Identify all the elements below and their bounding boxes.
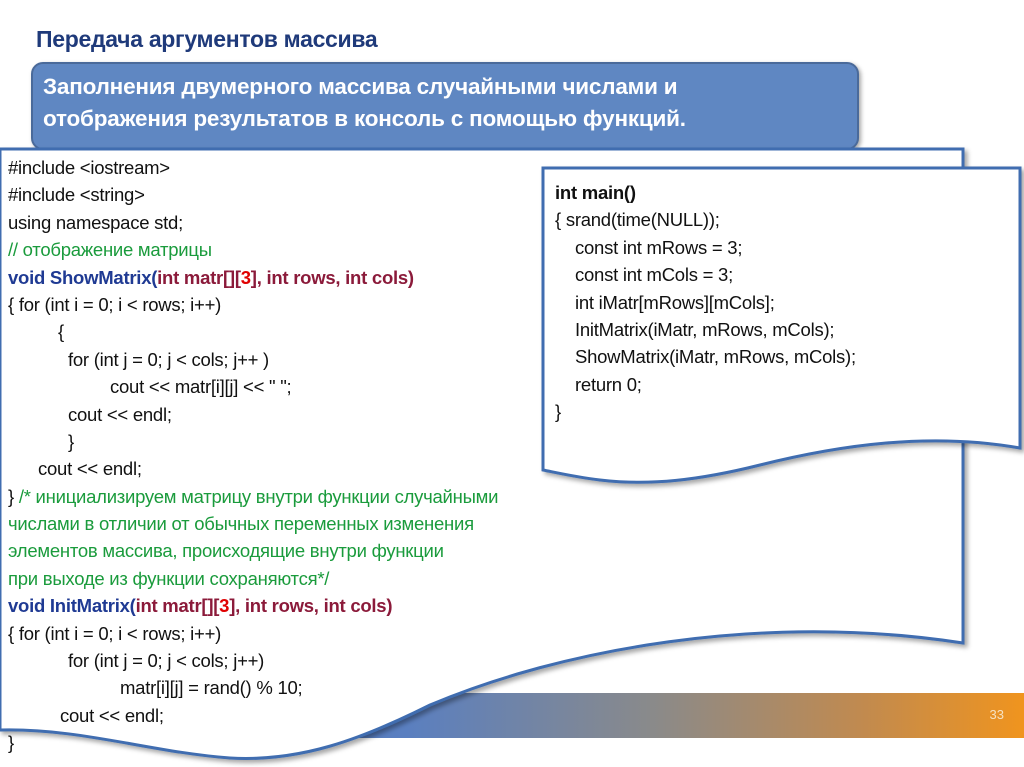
code-listing-main xyxy=(555,179,856,426)
code-token: } xyxy=(555,401,561,423)
code-line xyxy=(8,236,498,263)
code-token: { for (int i = 0; i < rows; i++) xyxy=(8,622,222,644)
code-token: /* инициализируем матрицу внутри функции случайными xyxy=(18,485,499,507)
code-token: int matr[][ xyxy=(135,595,220,617)
code-line xyxy=(8,264,498,291)
code-line xyxy=(8,483,498,510)
code-token: при выходе из функции сохраняются*/ xyxy=(8,567,330,589)
code-token: ], int rows, int cols) xyxy=(229,595,393,617)
banner-line-1: Заполнения двумерного массива случайными числами и xyxy=(43,74,678,99)
code-line xyxy=(8,346,498,373)
code-listing-functions xyxy=(8,154,498,757)
code-line xyxy=(8,181,498,208)
code-token: // отображение матрицы xyxy=(8,239,212,261)
code-line xyxy=(8,592,498,619)
code-token: } xyxy=(8,732,14,754)
code-line xyxy=(8,373,498,400)
code-line xyxy=(555,316,856,343)
code-token: int iMatr[mRows][mCols]; xyxy=(575,291,775,313)
code-line xyxy=(8,702,498,729)
code-line xyxy=(8,647,498,674)
code-line xyxy=(8,565,498,592)
code-line xyxy=(555,206,856,233)
code-line xyxy=(8,401,498,428)
code-line xyxy=(8,620,498,647)
code-token: } xyxy=(8,485,19,507)
code-token: cout << endl; xyxy=(68,403,172,425)
code-token: matr[i][j] = rand() % 10; xyxy=(120,677,303,699)
code-token: { xyxy=(58,321,64,343)
code-line xyxy=(555,371,856,398)
code-line xyxy=(8,209,498,236)
code-token: return 0; xyxy=(575,373,642,395)
code-token: using namespace std; xyxy=(8,211,183,233)
code-token: #include <string> xyxy=(8,184,145,206)
code-token: элементов массива, происходящие внутри функции xyxy=(8,540,444,562)
code-line xyxy=(8,729,498,756)
code-line xyxy=(8,428,498,455)
code-token: ], int rows, int cols) xyxy=(250,266,414,288)
code-line xyxy=(8,510,498,537)
code-line xyxy=(8,455,498,482)
code-token: const int mCols = 3; xyxy=(575,264,733,286)
code-token: { srand(time(NULL)); xyxy=(555,209,720,231)
code-line xyxy=(8,318,498,345)
code-line xyxy=(8,537,498,564)
code-token: #include <iostream> xyxy=(8,157,170,178)
code-token: for (int j = 0; j < cols; j++ ) xyxy=(68,348,269,370)
code-token: cout << endl; xyxy=(38,458,142,480)
code-line xyxy=(555,343,856,370)
code-token: cout << endl; xyxy=(60,704,164,726)
code-line xyxy=(8,291,498,318)
banner-line-2: отображения результатов в консоль с помощью функций. xyxy=(43,106,686,131)
code-token: for (int j = 0; j < cols; j++) xyxy=(68,650,265,672)
code-line xyxy=(8,154,498,181)
code-token: } xyxy=(68,430,74,452)
code-token: int matr[][ xyxy=(157,266,241,288)
code-line xyxy=(555,234,856,261)
page-number: 33 xyxy=(989,707,1004,722)
code-token: InitMatrix(iMatr, mRows, mCols); xyxy=(575,318,835,340)
code-token: числами в отличии от обычных переменных изменения xyxy=(8,513,474,535)
code-token: 3 xyxy=(240,266,251,288)
code-token: 3 xyxy=(219,595,230,617)
code-line xyxy=(555,179,856,206)
code-token: cout << matr[i][j] << " "; xyxy=(110,376,292,398)
code-token: void InitMatrix( xyxy=(8,595,136,617)
code-token: ShowMatrix(iMatr, mRows, mCols); xyxy=(575,346,856,368)
code-line xyxy=(555,289,856,316)
code-line xyxy=(555,398,856,425)
code-line xyxy=(555,261,856,288)
slide-title: Передача аргументов массива xyxy=(36,26,378,52)
code-line xyxy=(8,674,498,701)
code-token: { for (int i = 0; i < rows; i++) xyxy=(8,293,222,315)
code-token: int main() xyxy=(555,182,636,203)
code-token: const int mRows = 3; xyxy=(575,236,743,258)
code-token: void ShowMatrix( xyxy=(8,266,158,288)
